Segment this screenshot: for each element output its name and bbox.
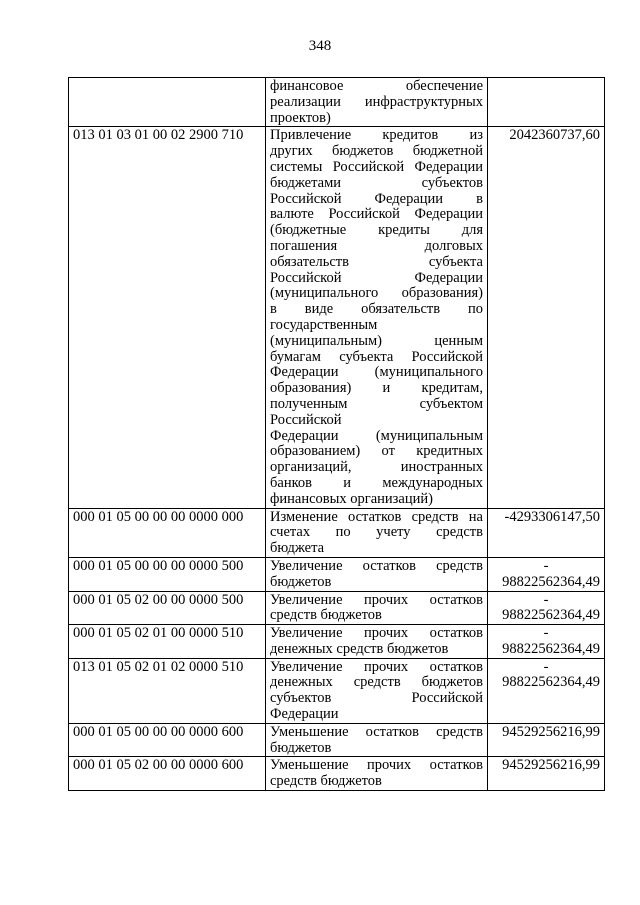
description-line: бюджета <box>270 540 325 557</box>
budget-code-cell: 000 01 05 02 00 00 0000 500 <box>69 591 266 625</box>
page-number: 348 <box>308 38 332 54</box>
amount-sign: - <box>543 658 549 675</box>
amount-value: -4293306147,50 <box>504 508 600 525</box>
description-cell <box>266 127 488 508</box>
description-line: Федерации (муниципального <box>270 364 483 381</box>
description-cell <box>266 658 488 723</box>
description-line: средств бюджетов <box>270 773 382 790</box>
description-line: валюте Российской Федерации <box>270 206 483 223</box>
table-row <box>69 591 605 625</box>
description-line: Привлечение кредитов из <box>270 127 483 144</box>
description-line: бюджетами субъектов <box>270 174 483 191</box>
description-cell <box>266 625 488 659</box>
amount-sign: - <box>543 557 549 574</box>
description-line: бумагам субъекта Российской <box>270 348 483 365</box>
amount-value: 98822562364,49 <box>502 573 600 590</box>
amount-value: 2042360737,60 <box>509 127 600 144</box>
amount-sign: - <box>543 625 549 642</box>
amount-value: 94529256216,99 <box>502 757 600 774</box>
amount-cell <box>488 591 605 625</box>
amount-value: 98822562364,49 <box>502 607 600 624</box>
description-cell <box>266 557 488 591</box>
description-line: Увеличение прочих остатков <box>270 658 483 675</box>
table-row <box>69 625 605 659</box>
table-row <box>69 757 605 791</box>
description-line: обязательств субъекта <box>270 253 483 270</box>
description-line: денежных средств бюджетов <box>270 640 449 657</box>
table-body <box>69 78 605 791</box>
description-line: Российской Федерации в <box>270 190 483 207</box>
table-row <box>69 658 605 723</box>
amount-value: 98822562364,49 <box>502 640 600 657</box>
description-line: Изменение остатков средств на <box>270 508 483 525</box>
budget-code-cell: 000 01 05 00 00 00 0000 000 <box>69 508 266 557</box>
amount-value: 94529256216,99 <box>502 723 600 740</box>
description-line: Увеличение прочих остатков <box>270 591 483 608</box>
amount-cell <box>488 625 605 659</box>
description-line: (муниципальным) ценным <box>270 332 483 349</box>
table-row <box>69 723 605 757</box>
description-line: (бюджетные кредиты для <box>270 222 483 239</box>
description-cell <box>266 757 488 791</box>
description-line: погашения долговых <box>270 237 483 254</box>
description-line: счетах по учету средств <box>270 524 483 541</box>
description-line: реализации инфраструктурных <box>270 93 483 110</box>
description-line: бюджетов <box>270 573 332 590</box>
description-line: (муниципального образования) <box>270 285 483 302</box>
description-line: проектов) <box>270 109 331 126</box>
table-row <box>69 508 605 557</box>
description-line: государственным <box>270 316 378 333</box>
description-line: других бюджетов бюджетной <box>270 143 483 160</box>
description-line: субъектов Российской <box>270 690 483 707</box>
budget-code-cell: 000 01 05 00 00 00 0000 500 <box>69 557 266 591</box>
description-line: Федерации <box>270 706 339 723</box>
table-row <box>69 127 605 508</box>
amount-cell <box>488 78 605 127</box>
description-line: финансовых организаций) <box>270 490 433 507</box>
amount-cell <box>488 723 605 757</box>
description-line: денежных средств бюджетов <box>270 674 483 691</box>
description-line: Федерации (муниципальным <box>270 427 483 444</box>
description-line: бюджетов <box>270 739 332 756</box>
description-line: Уменьшение прочих остатков <box>270 757 483 774</box>
description-cell <box>266 591 488 625</box>
description-line: Российской Федерации <box>270 269 483 286</box>
budget-code-cell: 000 01 05 00 00 00 0000 600 <box>69 723 266 757</box>
description-line: организаций, иностранных <box>270 459 483 476</box>
description-line: полученным субъектом Российской <box>270 395 483 428</box>
description-cell <box>266 78 488 127</box>
amount-cell <box>488 658 605 723</box>
description-line: Увеличение прочих остатков <box>270 625 483 642</box>
budget-code-cell: 013 01 05 02 01 02 0000 510 <box>69 658 266 723</box>
budget-code-cell: 013 01 03 01 00 02 2900 710 <box>69 127 266 508</box>
amount-cell <box>488 557 605 591</box>
description-line: средств бюджетов <box>270 607 382 624</box>
amount-cell <box>488 757 605 791</box>
amount-value: 98822562364,49 <box>502 674 600 691</box>
budget-sources-table <box>68 77 605 791</box>
table-row <box>69 557 605 591</box>
budget-code-cell: 000 01 05 02 01 00 0000 510 <box>69 625 266 659</box>
description-line: финансовое обеспечение <box>270 78 483 94</box>
description-line: образованием) от кредитных <box>270 443 483 460</box>
table-row <box>69 78 605 127</box>
description-line: системы Российской Федерации <box>270 158 483 175</box>
description-line: Уменьшение остатков средств <box>270 723 483 740</box>
budget-code-cell: 000 01 05 02 00 00 0000 600 <box>69 757 266 791</box>
description-line: Увеличение остатков средств <box>270 557 483 574</box>
description-cell <box>266 723 488 757</box>
description-line: в виде обязательств по <box>270 301 483 318</box>
description-line: банков и международных <box>270 474 483 491</box>
description-line: образования) и кредитам, <box>270 380 483 397</box>
budget-code-cell <box>69 78 266 127</box>
description-cell <box>266 508 488 557</box>
amount-sign: - <box>543 591 549 608</box>
amount-cell <box>488 508 605 557</box>
amount-cell <box>488 127 605 508</box>
